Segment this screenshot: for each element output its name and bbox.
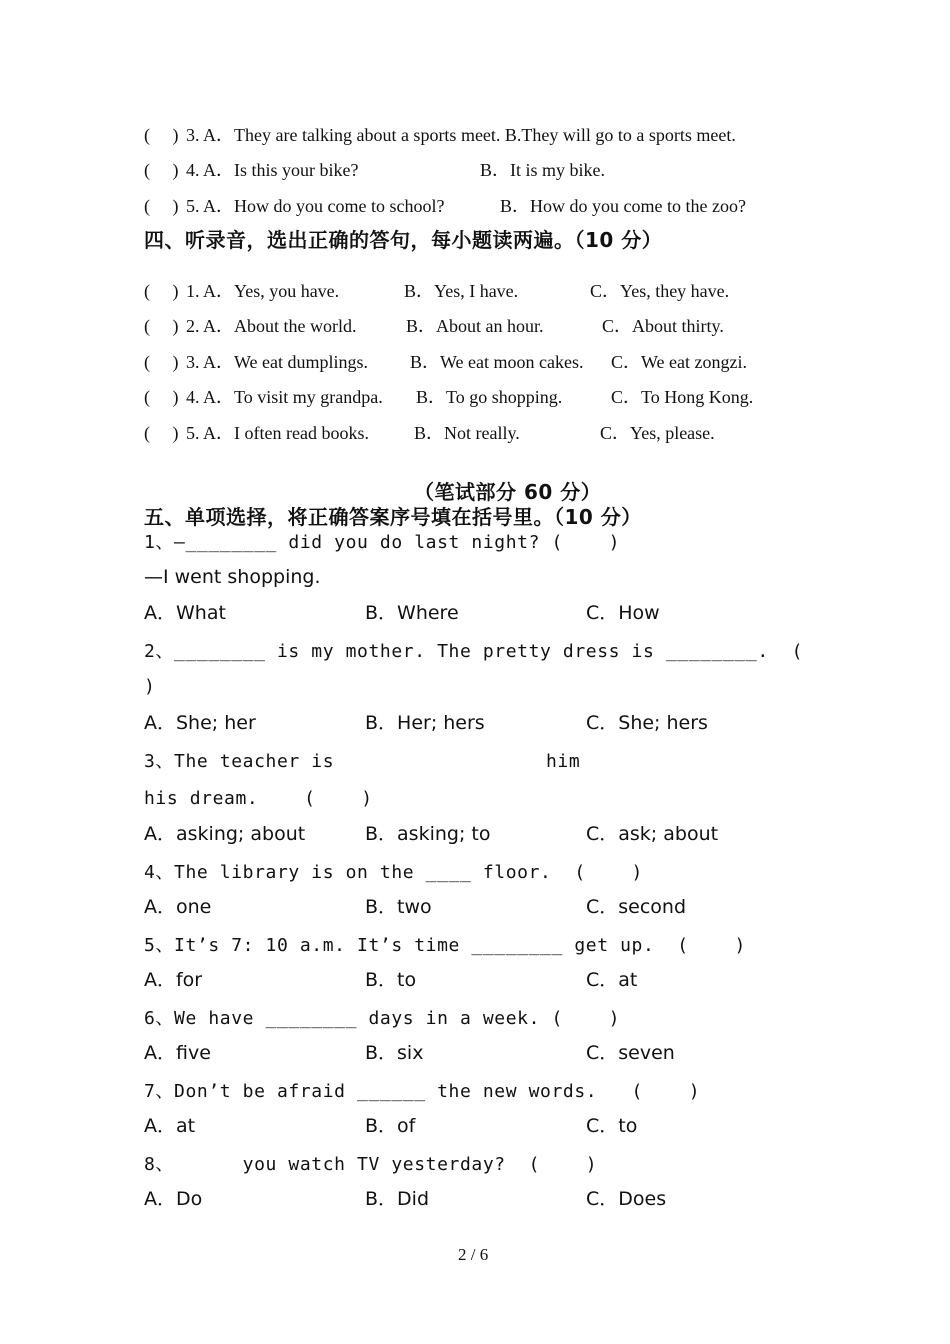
question-stem: 1、—________ did you do last night? ( )	[144, 532, 621, 553]
option-b: B．six	[365, 1042, 424, 1064]
option-b: B．Not really.	[414, 423, 520, 443]
option-c: C．ask; about	[586, 823, 719, 845]
option-b: B．Her; hers	[365, 712, 485, 734]
option-c: C．Does	[586, 1188, 667, 1210]
answer-paren: ( )	[144, 387, 179, 407]
option-c: C．Yes, please.	[600, 423, 715, 443]
question-stem-right: him	[546, 751, 581, 772]
question-stem: 7、Don’t be afraid ______ the new words. ( )	[144, 1081, 701, 1102]
option-b: B．of	[365, 1115, 416, 1137]
option-a: A．Do	[144, 1188, 203, 1210]
question-stem: 6、We have ________ days in a week. ( )	[144, 1008, 621, 1029]
page-number: 2 / 6	[458, 1245, 489, 1264]
section4-heading: 四、听录音，选出正确的答句，每小题读两遍。（10 分）	[144, 228, 663, 252]
option-a: A．at	[144, 1115, 196, 1137]
option-c: C．second	[586, 896, 687, 918]
option-a: 4. A．To visit my grandpa.	[186, 387, 383, 407]
option-c: C．to	[586, 1115, 638, 1137]
option-b: B．Where	[365, 602, 459, 624]
section5-heading: 五、单项选择，将正确答案序号填在括号里。（10 分）	[144, 505, 642, 529]
question-stem: 4、The library is on the ____ floor. ( )	[144, 862, 643, 883]
option-c: C．seven	[586, 1042, 675, 1064]
option-b: B．We eat moon cakes.	[410, 352, 584, 372]
answer-paren: ( )	[144, 316, 179, 336]
option-a: A．She; her	[144, 712, 256, 734]
option-c: C．About thirty.	[602, 316, 724, 336]
option-b: B．How do you come to the zoo?	[500, 196, 746, 216]
question-stem: 2、________ is my mother. The pretty dress is ________. (	[144, 641, 804, 662]
answer-paren: ( )	[144, 160, 179, 180]
option-a: A．one	[144, 896, 212, 918]
option-c: C．To Hong Kong.	[611, 387, 754, 407]
question-stem: 5、It’s 7: 10 a.m. It’s time ________ get up. ( )	[144, 935, 746, 956]
option-b: B．to	[365, 969, 417, 991]
option-b: B．Did	[365, 1188, 430, 1210]
option-a: 3. A．We eat dumplings.	[186, 352, 369, 372]
option-c: C．How	[586, 602, 660, 624]
option-a: 5. A．How do you come to school?	[186, 196, 445, 216]
answer-paren: ( )	[144, 125, 179, 145]
question-stem-cont: )	[144, 676, 156, 697]
option-b: B．Yes, I have.	[404, 281, 519, 301]
question-stem-cont: his dream. ( )	[144, 788, 373, 809]
option-a: 4. A．Is this your bike?	[186, 160, 359, 180]
option-c: C．Yes, they have.	[590, 281, 730, 301]
question-reply: —I went shopping.	[144, 566, 321, 588]
option-a: 1. A．Yes, you have.	[186, 281, 340, 301]
option-c: C．at	[586, 969, 638, 991]
option-a: 2. A．About the world.	[186, 316, 357, 336]
option-a: A．What	[144, 602, 226, 624]
option-c: C．We eat zongzi.	[611, 352, 748, 372]
option-b: B．two	[365, 896, 432, 918]
answer-paren: ( )	[144, 352, 179, 372]
item-text: 3. A．They are talking about a sports meet. B.They will go to a sports meet.	[186, 125, 736, 145]
option-b: B．It is my bike.	[480, 160, 605, 180]
question-stem: 8、 you watch TV yesterday? ( )	[144, 1154, 598, 1175]
option-a: A．asking; about	[144, 823, 306, 845]
written-part-title: （笔试部分 60 分）	[414, 480, 602, 504]
answer-paren: ( )	[144, 423, 179, 443]
option-a: 5. A．I often read books.	[186, 423, 369, 443]
option-b: B．To go shopping.	[416, 387, 563, 407]
option-c: C．She; hers	[586, 712, 708, 734]
option-b: B．About an hour.	[406, 316, 544, 336]
answer-paren: ( )	[144, 281, 179, 301]
option-b: B．asking; to	[365, 823, 491, 845]
question-stem: 3、The teacher is	[144, 751, 335, 772]
answer-paren: ( )	[144, 196, 179, 216]
option-a: A．for	[144, 969, 203, 991]
option-a: A．five	[144, 1042, 211, 1064]
